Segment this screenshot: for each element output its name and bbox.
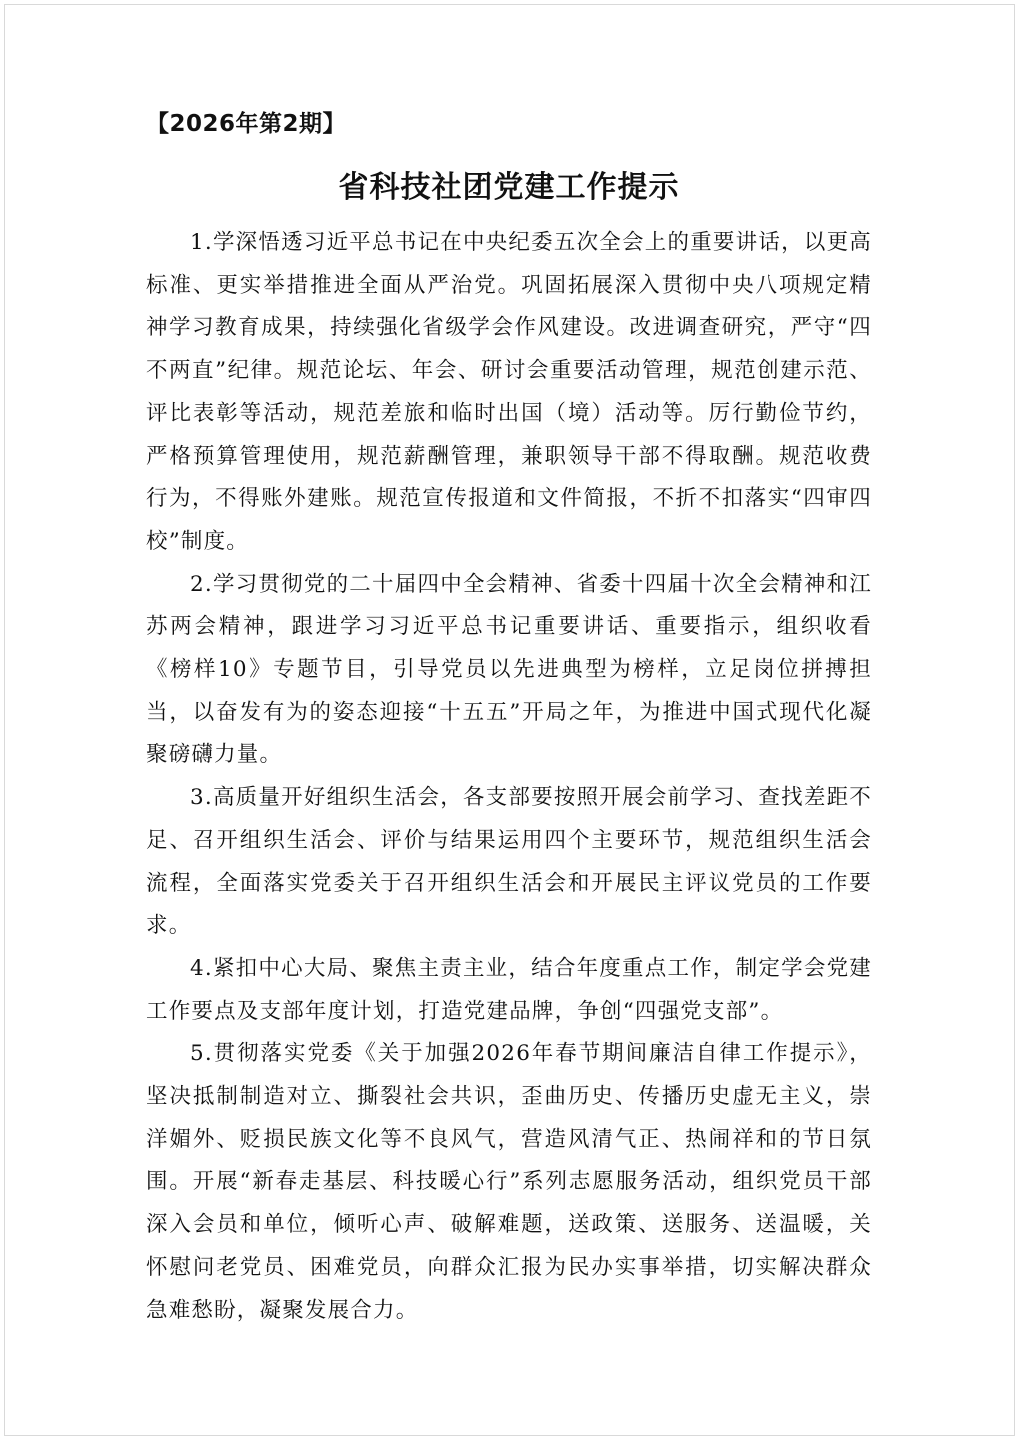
document-body xyxy=(146,222,872,1332)
paragraph-1: 1.学深悟透习近平总书记在中央纪委五次全会上的重要讲话，以更高标准、更实举措推进全面从严治党。巩固拓展深入贯彻中央八项规定精神学习教育成果，持续强化省级学会作风建设。改进调查研究，严守“四不两直”纪律。规范论坛、年会、研讨会重要活动管理，规范创建示范、评比表彰等活动，规范差旅和临时出国（境）活动等。厉行勤俭节约，严格预算管理使用，规范薪酬管理，兼职领导干部不得取酬。规范收费行为，不得账外建账。规范宣传报道和文件简报，不折不扣落实“四审四校”制度。 xyxy=(146,230,872,554)
issue-label: 【2026年第2期】 xyxy=(146,111,347,137)
paragraph-5: 5.贯彻落实党委《关于加强2026年春节期间廉洁自律工作提示》，坚决抵制制造对立、撕裂社会共识，歪曲历史、传播历史虚无主义，崇洋媚外、贬损民族文化等不良风气，营造风清气正、热闹祥和的节日氛围。开展“新春走基层、科技暖心行”系列志愿服务活动，组织党员干部深入会员和单位，倾听心声、破解难题，送政策、送服务、送温暖，关怀慰问老党员、困难党员，向群众汇报为民办实事举措，切实解决群众急难愁盼，凝聚发展合力。 xyxy=(146,1041,872,1323)
paragraph-3: 3.高质量开好组织生活会，各支部要按照开展会前学习、查找差距不足、召开组织生活会、评价与结果运用四个主要环节，规范组织生活会流程，全面落实党委关于召开组织生活会和开展民主评议党员的工作要求。 xyxy=(146,785,872,939)
paragraph-2: 2.学习贯彻党的二十届四中全会精神、省委十四届十次全会精神和江苏两会精神，跟进学习习近平总书记重要讲话、重要指示，组织收看《榜样10》专题节目，引导党员以先进典型为榜样，立足岗位拼搏担当，以奋发有为的姿态迎接“十五五”开局之年，为推进中国式现代化凝聚磅礴力量。 xyxy=(146,571,872,768)
paragraph-4: 4.紧扣中心大局、聚焦主责主业，结合年度重点工作，制定学会党建工作要点及支部年度计划，打造党建品牌，争创“四强党支部”。 xyxy=(146,955,872,1024)
document-title: 省科技社团党建工作提示 xyxy=(338,170,680,205)
